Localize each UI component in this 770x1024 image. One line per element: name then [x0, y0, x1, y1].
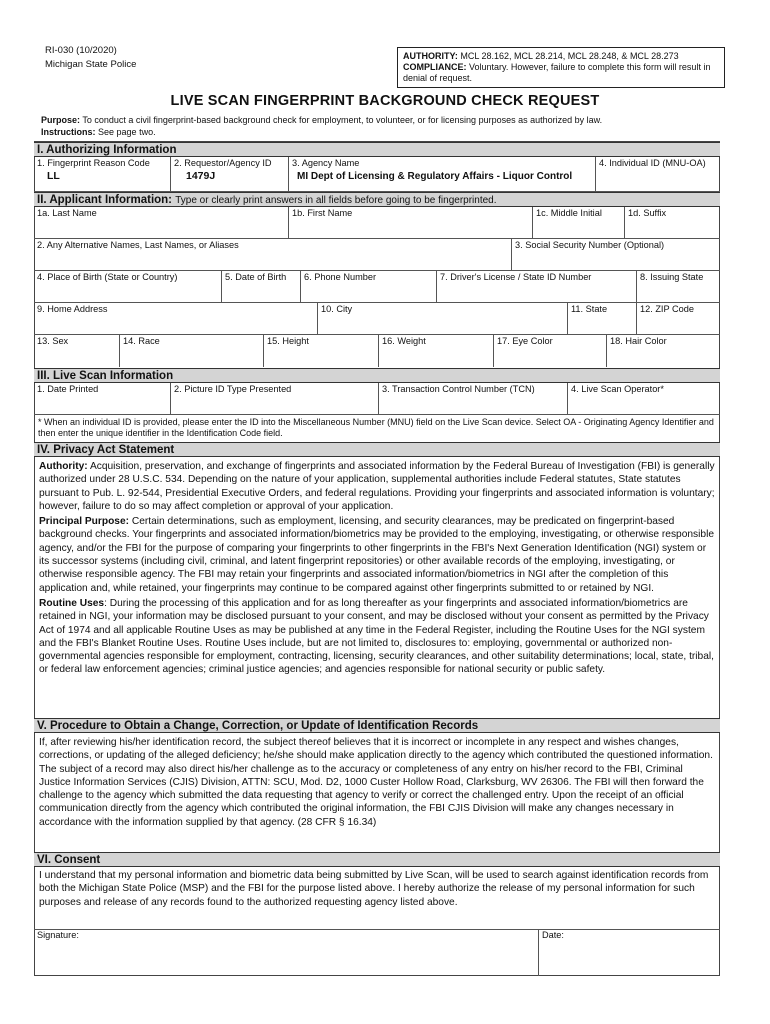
ssn-label: 3. Social Security Number (Optional) — [515, 240, 665, 250]
phone-number-label: 6. Phone Number — [304, 272, 377, 282]
compliance-label: COMPLIANCE: — [403, 62, 467, 72]
suffix-label: 1d. Suffix — [628, 208, 667, 218]
home-address-label: 9. Home Address — [37, 304, 108, 314]
privacy-authority-paragraph — [39, 460, 715, 513]
city-field[interactable] — [317, 303, 567, 335]
principal-purpose-text: Certain determinations, such as employment, licensing, and security clearances, may be predicated on fingerprint-based background checks. Your fingerprints and associated information/biometrics may be provided to the employing, investigating, or otherwise responsible agency, and/or the FBI for the purpose of comparing your fingerprints to other fingerprints in the FBI's Next Generation Identification (NGI) system or its successor systems (including civil, criminal, and latent fingerprint repositories) or other available records of the employing, investigating, or otherwise responsible agency. The FBI may retain your fingerprints and associated information/biometrics in NGI after the completion of this application and, while retained, your fingerprints may continue to be compared against other fingerprints submitted to or retained by NGI. — [39, 516, 715, 594]
drivers-license-label: 7. Driver's License / State ID Number — [440, 272, 592, 282]
instructions-line — [41, 127, 156, 138]
principal-purpose-paragraph — [39, 515, 715, 595]
middle-initial-field[interactable] — [532, 207, 624, 239]
section-consent: VI. Consent — [34, 852, 720, 867]
sex-label: 13. Sex — [37, 336, 69, 346]
state-field[interactable] — [567, 303, 636, 335]
date-printed-label: 1. Date Printed — [37, 384, 99, 394]
phone-number-field[interactable] — [300, 271, 436, 303]
suffix-field[interactable] — [624, 207, 720, 239]
signature-label: Signature: — [37, 930, 79, 940]
city-label: 10. City — [321, 304, 353, 314]
routine-uses-label: Routine Uses — [39, 597, 105, 609]
live-scan-operator-label: 4. Live Scan Operator* — [571, 384, 664, 394]
authority-box — [397, 47, 725, 88]
page-title: LIVE SCAN FINGERPRINT BACKGROUND CHECK REQUEST — [170, 93, 600, 109]
hair-color-label: 18. Hair Color — [610, 336, 667, 346]
picture-id-type-field[interactable] — [170, 383, 378, 415]
authority-label: AUTHORITY: — [403, 51, 458, 61]
instructions-label: Instructions: — [41, 127, 96, 137]
height-field[interactable] — [263, 335, 378, 367]
applicant-info-title: II. Applicant Information: — [37, 194, 173, 206]
live-scan-operator-field[interactable] — [567, 383, 720, 415]
principal-purpose-label: Principal Purpose: — [39, 516, 130, 528]
first-name-label: 1b. First Name — [292, 208, 353, 218]
alternative-names-label: 2. Any Alternative Names, Last Names, or Aliases — [37, 240, 239, 250]
sex-field[interactable] — [34, 335, 119, 367]
fingerprint-reason-code-label: 1. Fingerprint Reason Code — [37, 158, 150, 168]
first-name-field[interactable] — [288, 207, 532, 239]
tcn-field[interactable] — [378, 383, 567, 415]
agency-id-field[interactable] — [170, 157, 288, 192]
agency-name-label: 3. Agency Name — [292, 158, 360, 168]
picture-id-type-label: 2. Picture ID Type Presented — [174, 384, 292, 394]
home-address-field[interactable] — [34, 303, 317, 335]
state-label: 11. State — [571, 304, 608, 314]
agency-name-field[interactable] — [288, 157, 595, 192]
date-of-birth-label: 5. Date of Birth — [225, 272, 287, 282]
race-label: 14. Race — [123, 336, 160, 346]
section-live-scan-info: III. Live Scan Information — [34, 368, 720, 383]
date-label: Date: — [542, 930, 564, 940]
date-printed-field[interactable] — [34, 383, 170, 415]
applicant-info-note: Type or clearly print answers in all fields before going to be fingerprinted. — [175, 195, 497, 206]
place-of-birth-field[interactable] — [34, 271, 221, 303]
eye-color-field[interactable] — [493, 335, 606, 367]
agency-name-value: MI Dept of Licensing & Regulatory Affairs - Liquor Control — [297, 171, 573, 182]
zip-code-field[interactable] — [636, 303, 720, 335]
date-of-birth-field[interactable] — [221, 271, 300, 303]
purpose-text: To conduct a civil fingerprint-based background check for employment, to volunteer, or for licensing purposes as authorized by law. — [82, 115, 603, 125]
compliance-text: Voluntary. However, failure to complete this form will result in denial of request. — [403, 62, 711, 83]
date-field[interactable] — [538, 929, 720, 976]
weight-label: 16. Weight — [382, 336, 426, 346]
record-correction-text: If, after reviewing his/her identification record, the subject thereof believes that it is incorrect or incomplete in any respect and wishes changes, corrections, or updating of the alleged deficiency; he/she should make application directly to the agency which contributed the questioned information. The subject of a record may also direct his/her challenge as to the accuracy or completeness of any entry on his/her record to the FBI, Criminal Justice Information Services (CJIS) Division, ATTN: SCU, Mod. D2, 1000 Custer Hollow Road, Clarksburg, WV 26306. The FBI will then forward the challenge to the agency which submitted the data requesting that agency to verify or correct the challenged entry. Upon the receipt of an official communication directly from the agency which contributed the original information, the FBI CJIS Division will make any changes necessary in accordance with the information supplied by that agency. (28 CFR § 16.34) — [39, 737, 713, 828]
individual-id-label: 4. Individual ID (MNU-OA) — [599, 158, 706, 168]
middle-initial-label: 1c. Middle Initial — [536, 208, 602, 218]
agency-name: Michigan State Police — [45, 59, 137, 70]
authority-text: MCL 28.162, MCL 28.214, MCL 28.248, & MCL 28.273 — [460, 51, 679, 61]
ssn-field[interactable] — [511, 239, 720, 271]
section-record-correction: V. Procedure to Obtain a Change, Correction, or Update of Identification Records — [34, 718, 720, 733]
last-name-field[interactable] — [34, 207, 288, 239]
last-name-label: 1a. Last Name — [37, 208, 97, 218]
place-of-birth-label: 4. Place of Birth (State or Country) — [37, 272, 178, 282]
eye-color-label: 17. Eye Color — [497, 336, 553, 346]
fingerprint-reason-code-field[interactable] — [34, 157, 170, 192]
privacy-act-body — [39, 460, 715, 677]
zip-code-label: 12. ZIP Code — [640, 304, 694, 314]
purpose-label: Purpose: — [41, 115, 81, 125]
tcn-label: 3. Transaction Control Number (TCN) — [382, 384, 535, 394]
drivers-license-field[interactable] — [436, 271, 636, 303]
agency-id-label: 2. Requestor/Agency ID — [174, 158, 272, 168]
fingerprint-reason-code-value: LL — [47, 170, 60, 182]
issuing-state-label: 8. Issuing State — [640, 272, 704, 282]
individual-id-note: * When an individual ID is provided, please enter the ID into the Miscellaneous Number (MNU) field on the Live Scan device. Select OA - Originating Agency Identifier and then enter the unique identifier in the Identification Code field. — [38, 417, 714, 438]
height-label: 15. Height — [267, 336, 309, 346]
race-field[interactable] — [119, 335, 263, 367]
signature-field[interactable] — [34, 929, 538, 976]
routine-uses-paragraph — [39, 597, 715, 677]
section-applicant-info — [34, 192, 720, 207]
alternative-names-field[interactable] — [34, 239, 511, 271]
individual-id-field[interactable] — [595, 157, 720, 192]
purpose-line — [41, 115, 731, 126]
weight-field[interactable] — [378, 335, 493, 367]
issuing-state-field[interactable] — [636, 271, 720, 303]
privacy-authority-text: Acquisition, preservation, and exchange of fingerprints and associated information by the Federal Bureau of Investigation (FBI) is generally authorized under 28 U.S.C. 534. Depending on the nature of your application, supplemental authorities include Federal statutes, State statutes pursuant to Pub. L. 92-544, Presidential Executive Orders, and federal regulations. Providing your fingerprints and associated information is voluntary; however, failure to do so may affect completion or approval of your application. — [39, 461, 715, 512]
section-authorizing-info: I. Authorizing Information — [34, 142, 720, 157]
instructions-text: See page two. — [98, 127, 156, 137]
privacy-authority-label: Authority: — [39, 461, 88, 472]
agency-id-value: 1479J — [186, 170, 216, 182]
form-number: RI-030 (10/2020) — [45, 45, 117, 56]
consent-text: I understand that my personal information and biometric data being submitted by Live Scan, will be used to search against identification records from both the Michigan State Police (MSP) and the FBI for the purpose listed above. I hereby authorize the release of my personal information for such purposes and release of any records found to the authorized requesting agency listed above. — [39, 870, 709, 908]
hair-color-field[interactable] — [606, 335, 720, 367]
routine-uses-text: : During the processing of this application and for as long thereafter as your fingerprints and associated information/biometrics are retained in NGI, your information may be disclosed pursuant to your consent, and may be disclosed without your consent as permitted by the Privacy Act of 1974 and all applicable Routine Uses as may be published at any time in the Federal Register, including the Routine Uses for the NGI system and the FBI's Blanket Routine Uses. Routine Uses include, but are not limited to, disclosures to: employing, governmental or authorized non-governmental agencies responsible for employment, contracting, licensing, security clearances, and other suitability determinations; local, state, tribal, or federal law enforcement agencies; criminal justice agencies; and agencies responsible for national security or public safety. — [39, 597, 714, 676]
section-privacy-act: IV. Privacy Act Statement — [34, 442, 720, 457]
